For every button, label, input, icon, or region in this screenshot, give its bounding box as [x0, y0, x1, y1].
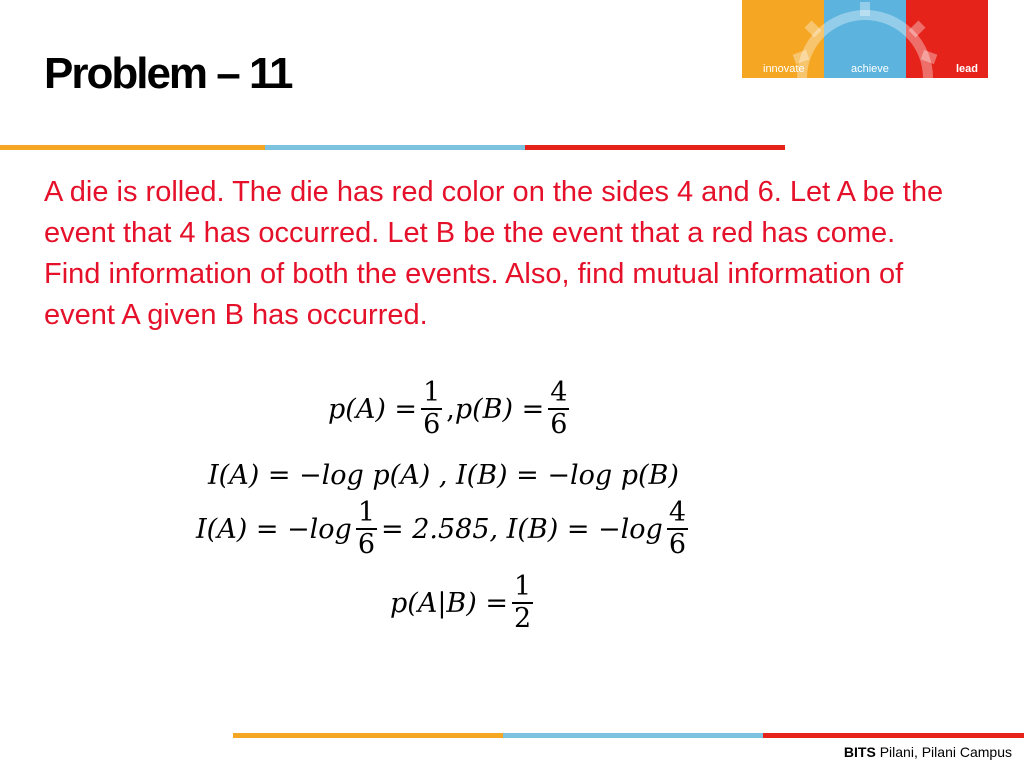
footer-campus-text: Pilani, Pilani Campus: [879, 744, 1012, 760]
fraction-four-sixths: [667, 498, 688, 560]
equation-information-values: [196, 498, 692, 560]
eq4-lhs: p(A|B) =: [390, 587, 508, 619]
footer-brand: BITS: [843, 744, 876, 760]
fraction-one-sixth: [356, 498, 377, 560]
fraction-numerator: 1: [514, 571, 532, 602]
logo-word-achieve: achieve: [851, 63, 889, 75]
fraction-denominator: 6: [423, 409, 441, 440]
logo-block-lead: [906, 0, 988, 78]
fraction-four-sixths: [548, 378, 569, 440]
logo-block-innovate: [742, 0, 824, 78]
eq3-ia-label: I(A) = −log: [196, 513, 352, 545]
logo-word-lead: lead: [955, 63, 978, 75]
eq1-separator: ,: [446, 393, 455, 425]
logo-word-innovate: innovate: [763, 63, 805, 75]
equation-conditional-probability: [390, 572, 537, 634]
problem-statement: A die is rolled. The die has red color on the sides 4 and 6. Let A be the event that 4 has occurred. Let B be the event that a red has come. Find information of both the events. Also, find mutual information of event A given B has occurred.: [44, 176, 944, 331]
fraction-denominator: 6: [357, 529, 376, 560]
fraction-denominator: 6: [668, 529, 687, 560]
fraction-numerator: 1: [357, 497, 376, 528]
fraction-one-half: [512, 572, 533, 634]
eq1-pb-label: p(B) =: [454, 393, 545, 425]
fraction-numerator: 1: [423, 377, 441, 408]
eq2-text: I(A) = −log p(A) , I(B) = −log p(B): [208, 460, 679, 491]
eq1-pa-label: p(A) =: [328, 393, 418, 425]
footer-campus: [844, 744, 1012, 760]
divider-stripe-bottom: [233, 733, 1024, 738]
logo-block-achieve: [824, 0, 906, 78]
fraction-one-sixth: [421, 378, 442, 440]
fraction-numerator: 4: [668, 497, 687, 528]
fraction-denominator: 6: [550, 409, 568, 440]
slide-title: Problem – 11: [44, 49, 292, 98]
fraction-denominator: 2: [514, 603, 532, 634]
eq3-middle: = 2.585, I(B) = −log: [381, 513, 663, 545]
divider-stripe-top: [0, 145, 785, 150]
fraction-numerator: 4: [550, 377, 568, 408]
equation-information-definition: [208, 460, 679, 491]
logo-banner: [742, 0, 988, 78]
equation-probabilities: [328, 378, 573, 440]
